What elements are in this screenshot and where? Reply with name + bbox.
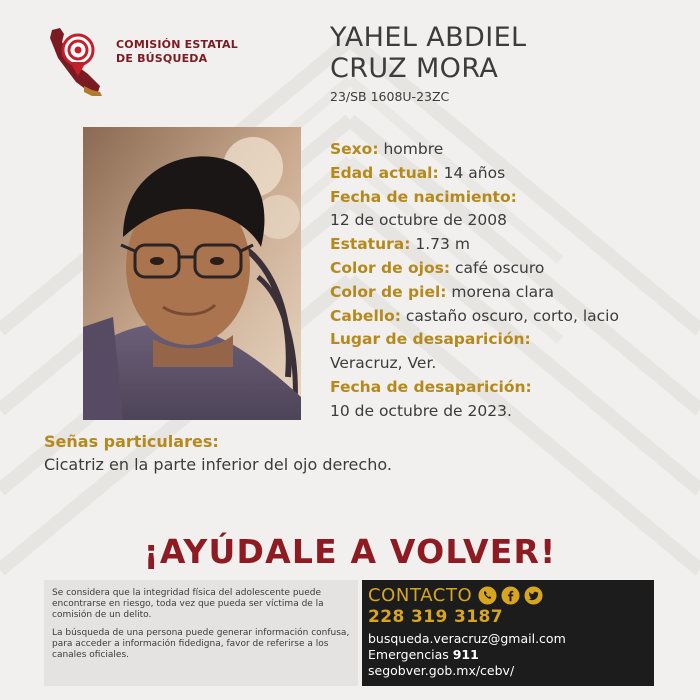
detail-cabello <box>330 305 695 329</box>
detail-sexo <box>330 138 695 162</box>
contact-header <box>368 584 646 606</box>
emergencias-number[interactable]: 911 <box>452 647 479 662</box>
contact-website[interactable]: segobver.gob.mx/cebv/ <box>368 663 515 678</box>
contact-title: CONTACTO <box>368 584 473 606</box>
senas-value: Cicatriz en la parte inferior del ojo derecho. <box>44 455 392 474</box>
detail-ojos <box>330 257 695 281</box>
ojos-label: Color de ojos: <box>330 258 451 277</box>
estatura-label: Estatura: <box>330 235 411 254</box>
piel-value: morena clara <box>451 282 555 301</box>
detail-estatura <box>330 233 695 257</box>
lugar-value: Veracruz, Ver. <box>330 354 437 373</box>
person-details <box>330 138 695 424</box>
detail-edad <box>330 162 695 186</box>
fecha-desaparicion-value: 10 de octubre de 2023. <box>330 401 512 420</box>
edad-value: 14 años <box>443 163 506 182</box>
person-name <box>330 22 527 84</box>
ojos-value: café oscuro <box>455 258 545 277</box>
disclaimer-paragraph-1: Se considera que la integridad física del adolescente puede encontrarse en riesgo, toda vez que pueda ser víctima de la comisión de un delito. <box>52 588 324 620</box>
contact-phone[interactable]: 228 319 3187 <box>368 607 503 627</box>
fecha-desaparicion-label: Fecha de desaparición: <box>330 377 532 396</box>
nacimiento-value: 12 de octubre de 2008 <box>330 211 507 230</box>
estatura-value: 1.73 m <box>415 235 470 254</box>
contact-emergencias <box>368 647 646 663</box>
contact-email[interactable]: busqueda.veracruz@gmail.com <box>368 631 566 646</box>
senas-particulares <box>44 430 664 477</box>
sexo-label: Sexo: <box>330 140 379 158</box>
name-line-1: YAHEL ABDIEL <box>330 22 527 53</box>
twitter-icon[interactable] <box>524 586 543 605</box>
name-line-2: CRUZ MORA <box>330 53 499 84</box>
detail-nacimiento-value <box>330 209 695 233</box>
case-folio: 23/SB 1608U-23ZC <box>330 89 450 104</box>
whatsapp-icon[interactable] <box>478 586 497 605</box>
contact-box <box>362 580 654 686</box>
sexo-value: hombre <box>383 140 444 158</box>
detail-nacimiento-label <box>330 186 695 210</box>
disclaimer-box <box>44 580 358 686</box>
comision-logo <box>44 26 244 106</box>
cabello-label: Cabello: <box>330 306 401 325</box>
logo-line-2: DE BÚSQUEDA <box>116 52 208 65</box>
emergencias-label: Emergencias <box>368 647 449 662</box>
person-photo <box>83 127 301 420</box>
help-banner: ¡AYÚDALE A VOLVER! <box>143 532 557 571</box>
detail-lugar-value <box>330 352 695 376</box>
facebook-icon[interactable] <box>501 586 520 605</box>
senas-label: Señas particulares: <box>44 432 219 451</box>
disclaimer-paragraph-2: La búsqueda de una persona puede generar información confusa, para acceder a información fidedigna, favor de referirse a los canales oficiales. <box>52 628 350 660</box>
detail-fecha-des-label <box>330 376 695 400</box>
piel-label: Color de piel: <box>330 282 447 301</box>
logo-text <box>116 38 238 66</box>
veracruz-map-icon <box>44 26 114 98</box>
cabello-value: castaño oscuro, corto, lacio <box>405 306 619 325</box>
edad-label: Edad actual: <box>330 163 439 182</box>
logo-line-1: COMISIÓN ESTATAL <box>116 38 238 51</box>
detail-fecha-des-value <box>330 400 695 424</box>
nacimiento-label: Fecha de nacimiento: <box>330 187 517 206</box>
detail-lugar-label <box>330 328 695 352</box>
detail-piel <box>330 281 695 305</box>
lugar-label: Lugar de desaparición: <box>330 330 531 349</box>
